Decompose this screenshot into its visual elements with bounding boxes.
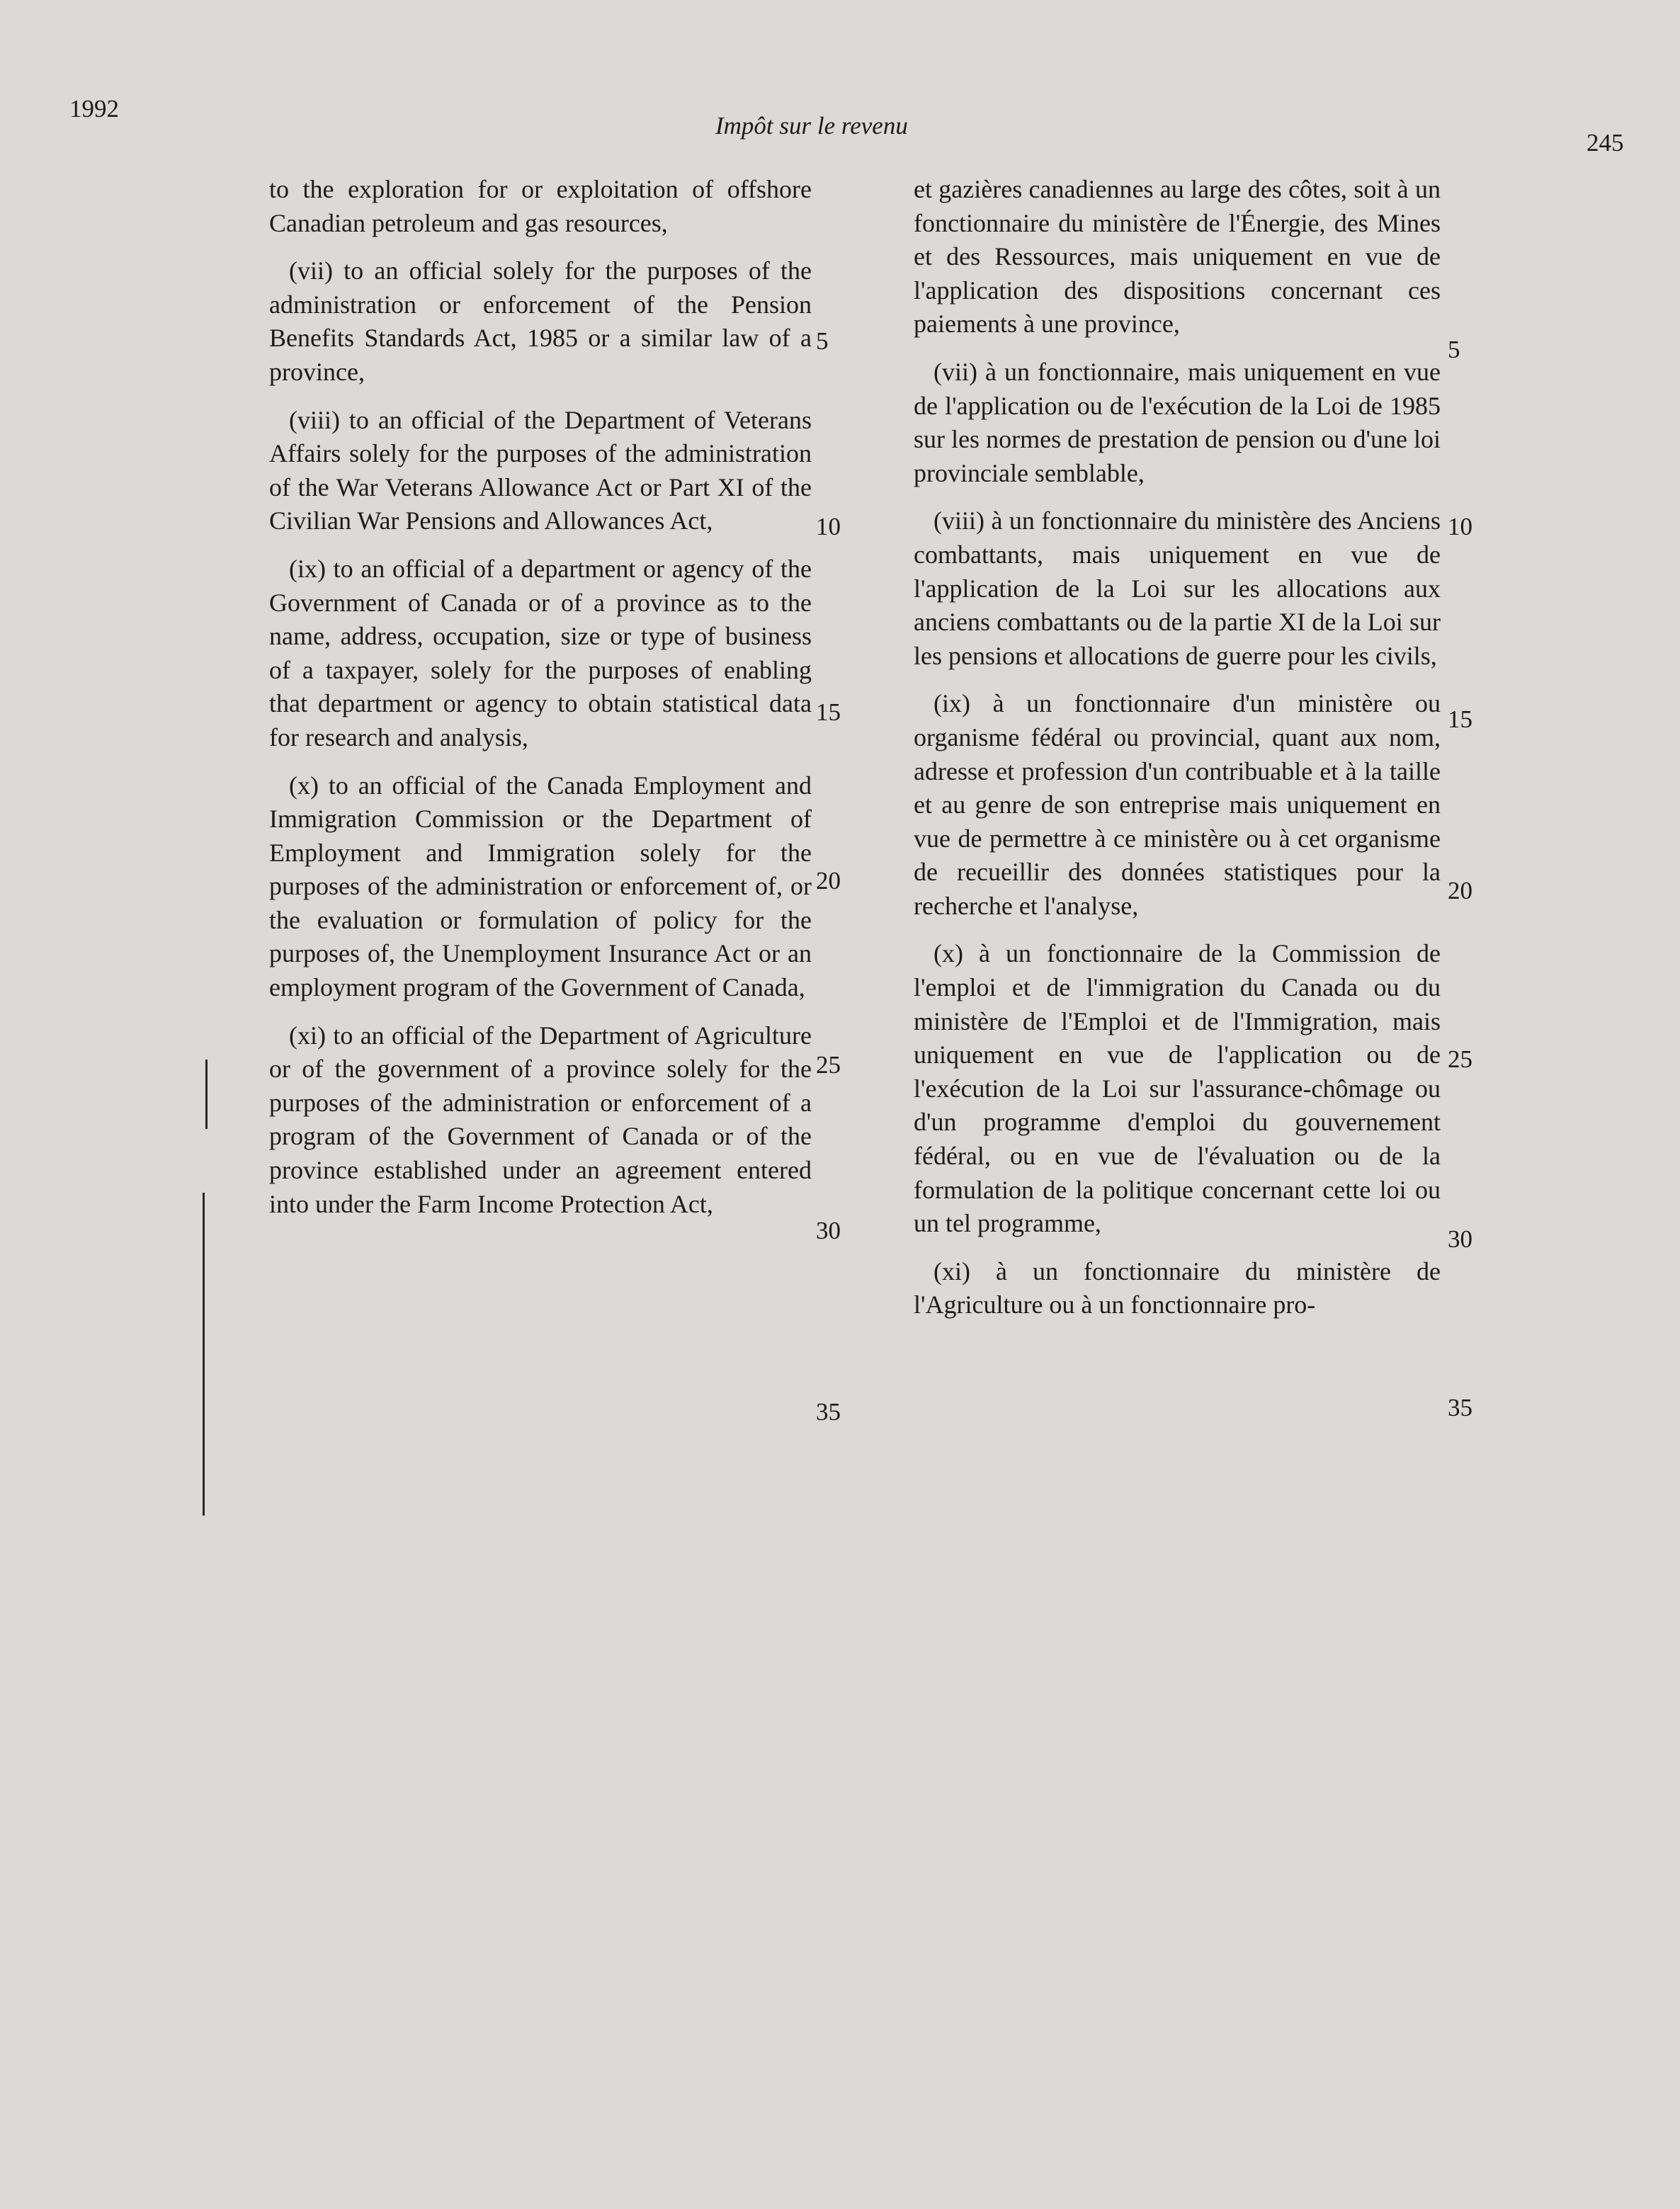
line-number: 25 [1448, 1045, 1472, 1073]
paragraph: (x) to an official of the Canada Employment and Immigration Commission or the Department of Employment and Immigration solely for the purposes of the administration or enforcement of, or the evaluation or formulation of policy for the purposes of, the Unemployment Insurance Act or an employment program of the Government of Canada, [269, 771, 812, 1002]
revision-bar [203, 1193, 205, 1516]
paragraph: (viii) à un fonctionnaire du ministère des Anciens combattants, mais uniquement en vue de l'application de la Loi sur les allocations aux anciens combattants ou de la partie XI de la Loi sur les pensions et allocations de guerre pour les civils, [914, 506, 1441, 670]
paragraph: (x) à un fonctionnaire de la Commission de l'emploi et de l'immigration du Canada ou du ministère de l'Emploi et de l'Immigration, mais uniquement en vue de l'application ou de l'exécution de la Loi sur l'assurance-chômage ou d'un programme d'emploi du gouvernement fédéral, ou en vue de l'évaluation ou de la formulation de la politique concernant cette loi ou un tel programme, [914, 939, 1441, 1238]
line-number: 10 [816, 513, 841, 540]
paragraph: (vii) à un fonctionnaire, mais uniquement en vue de l'application ou de l'exécution de la Loi de 1985 sur les normes de prestation de pension ou d'une loi provinciale semblable, [914, 357, 1441, 487]
paragraph: to the exploration for or exploitation of offshore Canadian petroleum and gas resources, [269, 175, 812, 237]
paragraph: (viii) to an official of the Department of Veterans Affairs solely for the purposes of the administration of the War Veterans Allowance Act or Part XI of the Civilian War Pensions and Allowances Act, [269, 405, 812, 535]
page-number: 245 [1587, 129, 1624, 157]
french-column [914, 173, 1441, 1336]
paragraph: et gazières canadiennes au large des côtes, soit à un fonctionnaire du ministère de l'Énergie, des Mines et des Ressources, mais uniquement en vue de l'application des dispositions concernant ces paiements à une province, [914, 175, 1441, 339]
line-number: 35 [1448, 1394, 1472, 1421]
paragraph: (ix) to an official of a department or agency of the Government of Canada or of a province as to the name, address, occupation, size or type of business of a taxpayer, solely for the purposes of enabling that department or agency to obtain statistical data for research and analysis, [269, 554, 812, 751]
line-number: 10 [1448, 513, 1472, 540]
line-number: 25 [816, 1051, 841, 1079]
english-column [269, 173, 812, 1235]
line-number: 5 [816, 327, 829, 355]
line-number: 30 [816, 1217, 841, 1244]
line-number: 35 [816, 1398, 841, 1426]
revision-bar [205, 1060, 208, 1129]
paragraph: (xi) à un fonctionnaire du ministère de l'Agriculture ou à un fonctionnaire pro- [914, 1256, 1441, 1319]
year: 1992 [69, 95, 119, 123]
running-title: Impôt sur le revenu [715, 112, 908, 140]
line-number: 5 [1448, 336, 1460, 363]
paragraph: (ix) à un fonctionnaire d'un ministère ou organisme fédéral ou provincial, quant aux nom, adresse et profession d'un contribuable et à la taille et au genre de son entreprise mais uniquement en vue de permettre à ce ministère ou à cet organisme de recueillir des données statistiques pour la recherche et l'analyse, [914, 689, 1441, 920]
paragraph: (xi) to an official of the Department of Agriculture or of the government of a province solely for the purposes of the administration or enforcement of a program of the Government of Canada or of the province established under an agreement entered into under the Farm Income Protection Act, [269, 1021, 812, 1218]
line-number: 15 [1448, 705, 1472, 733]
paragraph: (vii) to an official solely for the purposes of the administration or enforcement of the Pension Benefits Standards Act, 1985 or a similar law of a province, [269, 256, 812, 386]
line-number: 15 [816, 698, 841, 726]
show-through-right [1459, 184, 1672, 1317]
line-number: 20 [1448, 877, 1472, 904]
line-number: 30 [1448, 1225, 1472, 1253]
line-number: 20 [816, 867, 841, 895]
